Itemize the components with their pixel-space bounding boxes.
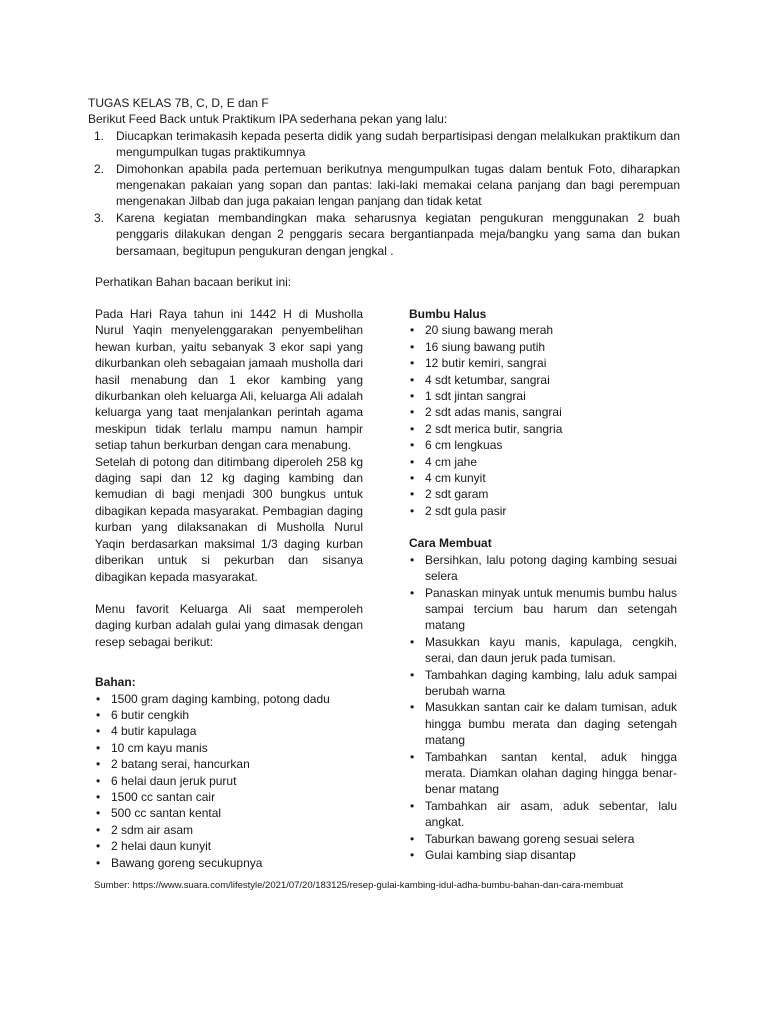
bumbu-list <box>409 322 677 519</box>
list-item: • 1500 cc santan cair <box>95 789 363 805</box>
list-item: • 4 butir kapulaga <box>95 723 363 739</box>
list-item: • Tambahkan daging kambing, lalu aduk sampai berubah warna <box>409 667 677 700</box>
list-item: • Masukkan santan cair ke dalam tumisan, aduk hingga bumbu merata dan daging setengah matang <box>409 699 677 748</box>
list-item: • 2 sdt gula pasir <box>409 503 677 519</box>
cara-heading: Cara Membuat <box>409 536 492 551</box>
feedback-number: 1. <box>94 128 105 143</box>
bahan-heading: Bahan: <box>95 675 136 690</box>
story-paragraph: Menu favorit Keluarga Ali saat memperoleh daging kurban adalah gulai yang dimasak dengan resep sebagai berikut: <box>95 601 363 649</box>
feedback-item <box>88 128 680 161</box>
list-item: • Gulai kambing siap disantap <box>409 847 677 863</box>
list-item: • Tambahkan air asam, aduk sebentar, lalu angkat. <box>409 798 677 831</box>
feedback-number: 3. <box>94 210 105 225</box>
right-column <box>409 306 677 863</box>
feedback-number: 2. <box>94 161 105 176</box>
feedback-item <box>88 161 680 210</box>
list-item: • Panaskan minyak untuk menumis bumbu halus sampai tercium bau harum dan setengah matang <box>409 585 677 634</box>
feedback-text: Dimohonkan apabila pada pertemuan berikutnya mengumpulkan tugas dalam bentuk Foto, diharapkan mengenakan pakaian yang sopan dan pantas: laki-laki memakai celana panjang dan bagi perempuan mengenakan Jilbab dan juga pakaian lengan panjang dan tidak ketat <box>116 161 680 209</box>
feedback-text: Diucapkan terimakasih kepada peserta didik yang sudah berpartisipasi dengan melalkukan praktikum dan mengumpulkan tugas praktikumnya <box>116 128 680 160</box>
list-item: • 4 sdt ketumbar, sangrai <box>409 372 677 388</box>
list-item: • 2 sdt garam <box>409 486 677 502</box>
bumbu-heading: Bumbu Halus <box>409 307 487 321</box>
list-item: • 4 cm jahe <box>409 454 677 470</box>
list-item: • 12 butir kemiri, sangrai <box>409 355 677 371</box>
story-paragraph: Setelah di potong dan ditimbang diperoleh 258 kg daging sapi dan 12 kg daging kambing dan kemudian di bagi menjadi 300 bungkus untuk dibagikan kepada masyarakat. Pembagian daging kurban yang dilaksanakan di Musholla Nurul Yaqin berdasarkan maksimal 1/3 daging kurban diberikan untuk si pekurban dan sisanya dibagikan kepada masyarakat. <box>95 454 363 584</box>
feedback-text: Karena kegiatan membandingkan maka seharusnya kegiatan pengukuran menggunakan 2 buah penggaris dilakukan dengan 2 penggaris secara bergantianpada meja/bangku yang sama dan bukan bersamaan, begitupun pengukuran dengan jengkal . <box>116 210 680 258</box>
list-item: • 1500 gram daging kambing, potong dadu <box>95 691 363 707</box>
list-item: • 2 batang serai, hancurkan <box>95 756 363 772</box>
list-item: • Bawang goreng secukupnya <box>95 855 363 871</box>
list-item: • 16 siung bawang putih <box>409 339 677 355</box>
feedback-intro: Berikut Feed Back untuk Praktikum IPA sederhana pekan yang lalu: <box>88 112 448 127</box>
feedback-list <box>88 128 680 259</box>
list-item: • 6 cm lengkuas <box>409 437 677 453</box>
document-title: TUGAS KELAS 7B, C, D, E dan F <box>88 96 269 110</box>
cara-list <box>409 552 677 864</box>
feedback-item <box>88 210 680 259</box>
list-item: • Masukkan kayu manis, kapulaga, cengkih, serai, dan daun jeruk pada tumisan. <box>409 634 677 667</box>
list-item: • 6 helai daun jeruk purut <box>95 773 363 789</box>
list-item: • 6 butir cengkih <box>95 707 363 723</box>
list-item: • Bersihkan, lalu potong daging kambing sesuai selera <box>409 552 677 585</box>
list-item: • 2 sdt adas manis, sangrai <box>409 404 677 420</box>
list-item: • 4 cm kunyit <box>409 470 677 486</box>
list-item: • 2 sdt merica butir, sangria <box>409 421 677 437</box>
left-column <box>95 306 363 871</box>
list-item: • 1 sdt jintan sangrai <box>409 388 677 404</box>
assignment-header <box>88 95 680 259</box>
list-item: • 2 sdm air asam <box>95 822 363 838</box>
list-item: • 500 cc santan kental <box>95 805 363 821</box>
source-citation: Sumber: https://www.suara.com/lifestyle/2021/07/20/183125/resep-gulai-kambing-idul-adha-bumbu-bahan-dan-cara-membuat <box>94 880 624 891</box>
reading-intro: Perhatikan Bahan bacaan berikut ini: <box>95 275 292 289</box>
list-item: • 2 helai daun kunyit <box>95 838 363 854</box>
list-item: • Taburkan bawang goreng sesuai selera <box>409 831 677 847</box>
list-item: • Tambahkan santan kental, aduk hingga merata. Diamkan olahan daging hingga benar-benar matang <box>409 749 677 798</box>
list-item: • 10 cm kayu manis <box>95 740 363 756</box>
bahan-list <box>95 691 363 871</box>
list-item: • 20 siung bawang merah <box>409 322 677 338</box>
story-paragraph: Pada Hari Raya tahun ini 1442 H di Musholla Nurul Yaqin menyelenggarakan penyembelihan hewan kurban, yaitu sebanyak 3 ekor sapi yang dikurbankan oleh sebagaian jamaah musholla dari hasil menabung dan 1 ekor kambing yang dikurbankan oleh keluarga Ali, keluarga Ali adalah keluarga yang taat menjalankan perintah agama meskipun tidak terlalu mampu namun hampir setiap tahun berkurban dengan cara menabung. <box>95 307 363 453</box>
